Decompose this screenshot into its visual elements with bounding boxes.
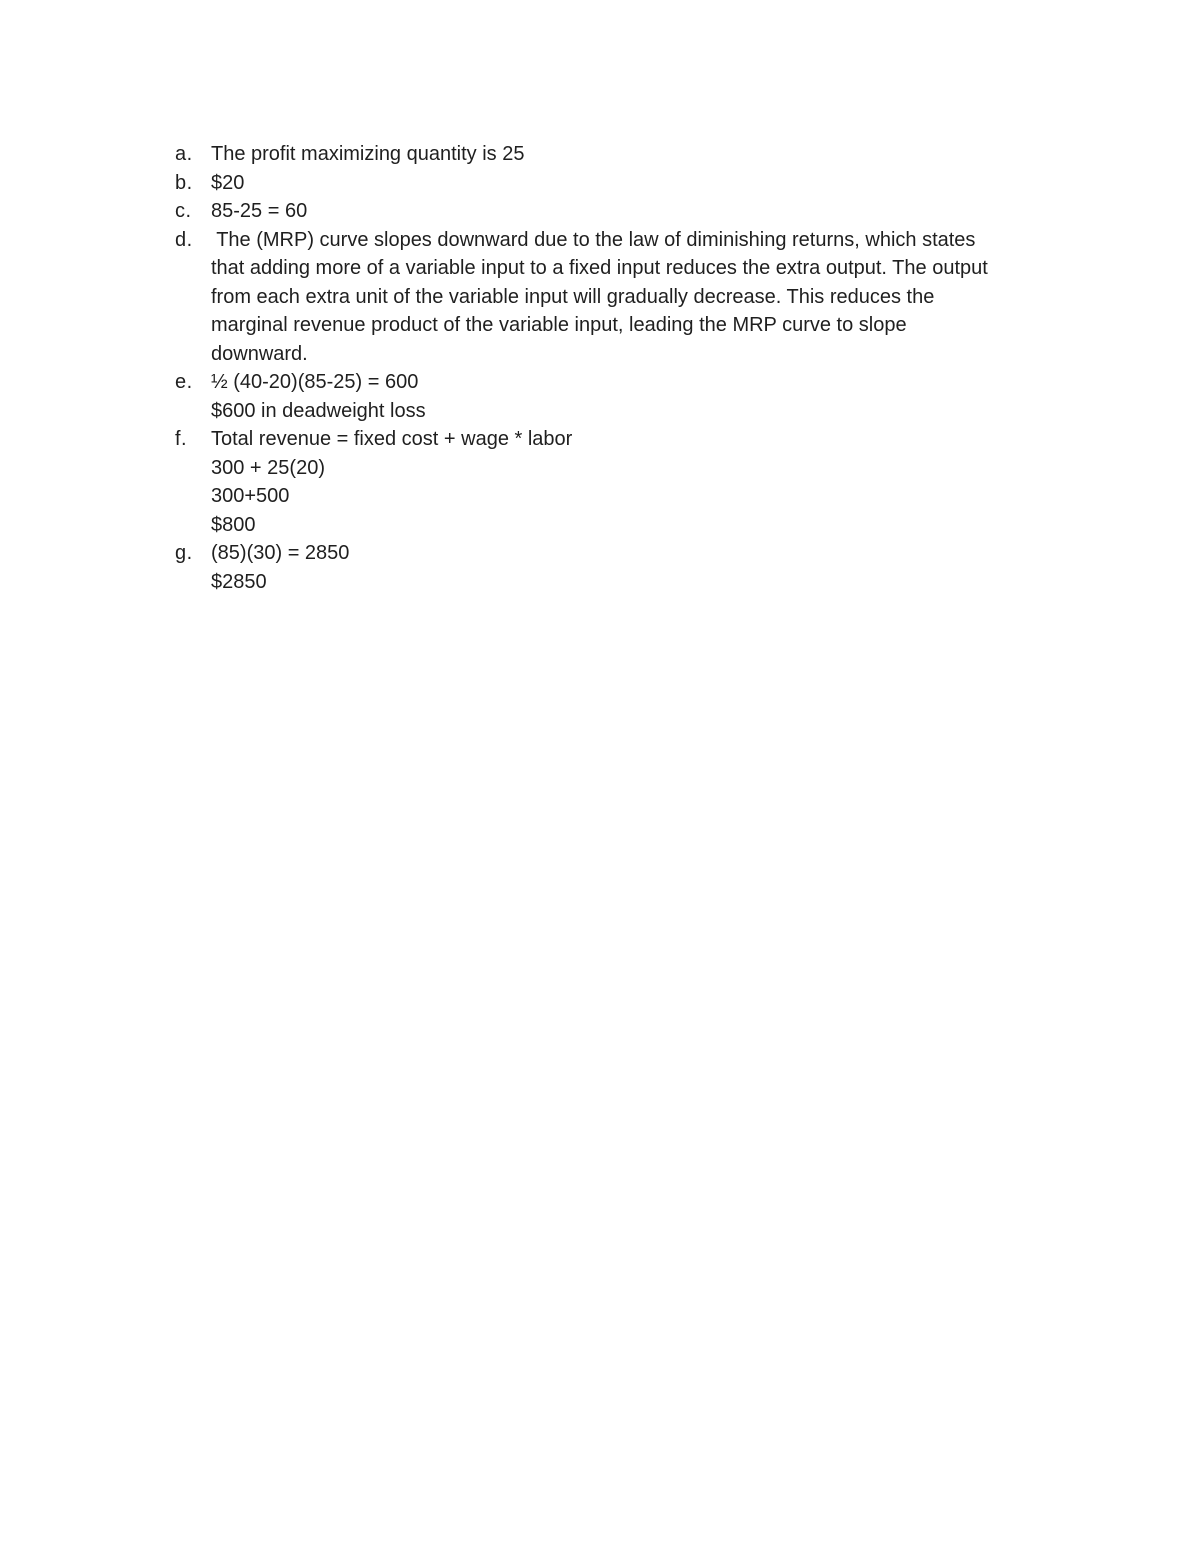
answer-item-g	[175, 539, 1075, 596]
answer-line: $20	[211, 171, 245, 194]
list-marker: f.	[175, 428, 188, 450]
answer-line: that adding more of a variable input to a fixed input reduces the extra output. The output	[211, 257, 988, 279]
answer-line: marginal revenue product of the variable input, leading the MRP curve to slope	[211, 314, 907, 336]
answer-line: $800	[211, 513, 256, 536]
answer-line: 85-25 = 60	[211, 200, 308, 222]
answer-body	[211, 140, 1075, 169]
list-marker: g.	[175, 542, 193, 564]
answer-body	[211, 197, 1075, 226]
list-marker: d.	[175, 228, 193, 251]
answer-line: $600 in deadweight loss	[211, 399, 426, 422]
answer-body	[211, 425, 1075, 539]
answer-line: Total revenue = fixed cost + wage * labor	[211, 428, 573, 450]
answer-line: ½ (40-20)(85-25) = 600	[211, 371, 419, 393]
answer-body	[211, 368, 1075, 425]
list-marker: b.	[175, 171, 193, 194]
answer-line: $2850	[211, 570, 267, 593]
answer-body	[211, 226, 1075, 369]
list-marker: c.	[175, 200, 192, 222]
answer-list	[175, 140, 1075, 596]
answer-line: from each extra unit of the variable input will gradually decrease. This reduces the	[211, 285, 935, 308]
list-marker: e.	[175, 371, 193, 393]
answer-line: 300 + 25(20)	[211, 456, 325, 479]
answer-body	[211, 539, 1075, 596]
list-marker: a.	[175, 143, 193, 165]
answer-item-b	[175, 169, 1075, 198]
answer-body	[211, 169, 1075, 198]
answer-line: The profit maximizing quantity is 25	[211, 143, 525, 165]
answer-line: (85)(30) = 2850	[211, 542, 350, 564]
answer-line: downward.	[211, 342, 308, 365]
answer-item-e	[175, 368, 1075, 425]
answer-item-f	[175, 425, 1075, 539]
answer-item-d	[175, 226, 1075, 369]
answer-item-c	[175, 197, 1075, 226]
answer-line: The (MRP) curve slopes downward due to the law of diminishing returns, which states	[211, 228, 976, 251]
answer-line: 300+500	[211, 485, 290, 507]
answer-item-a	[175, 140, 1075, 169]
